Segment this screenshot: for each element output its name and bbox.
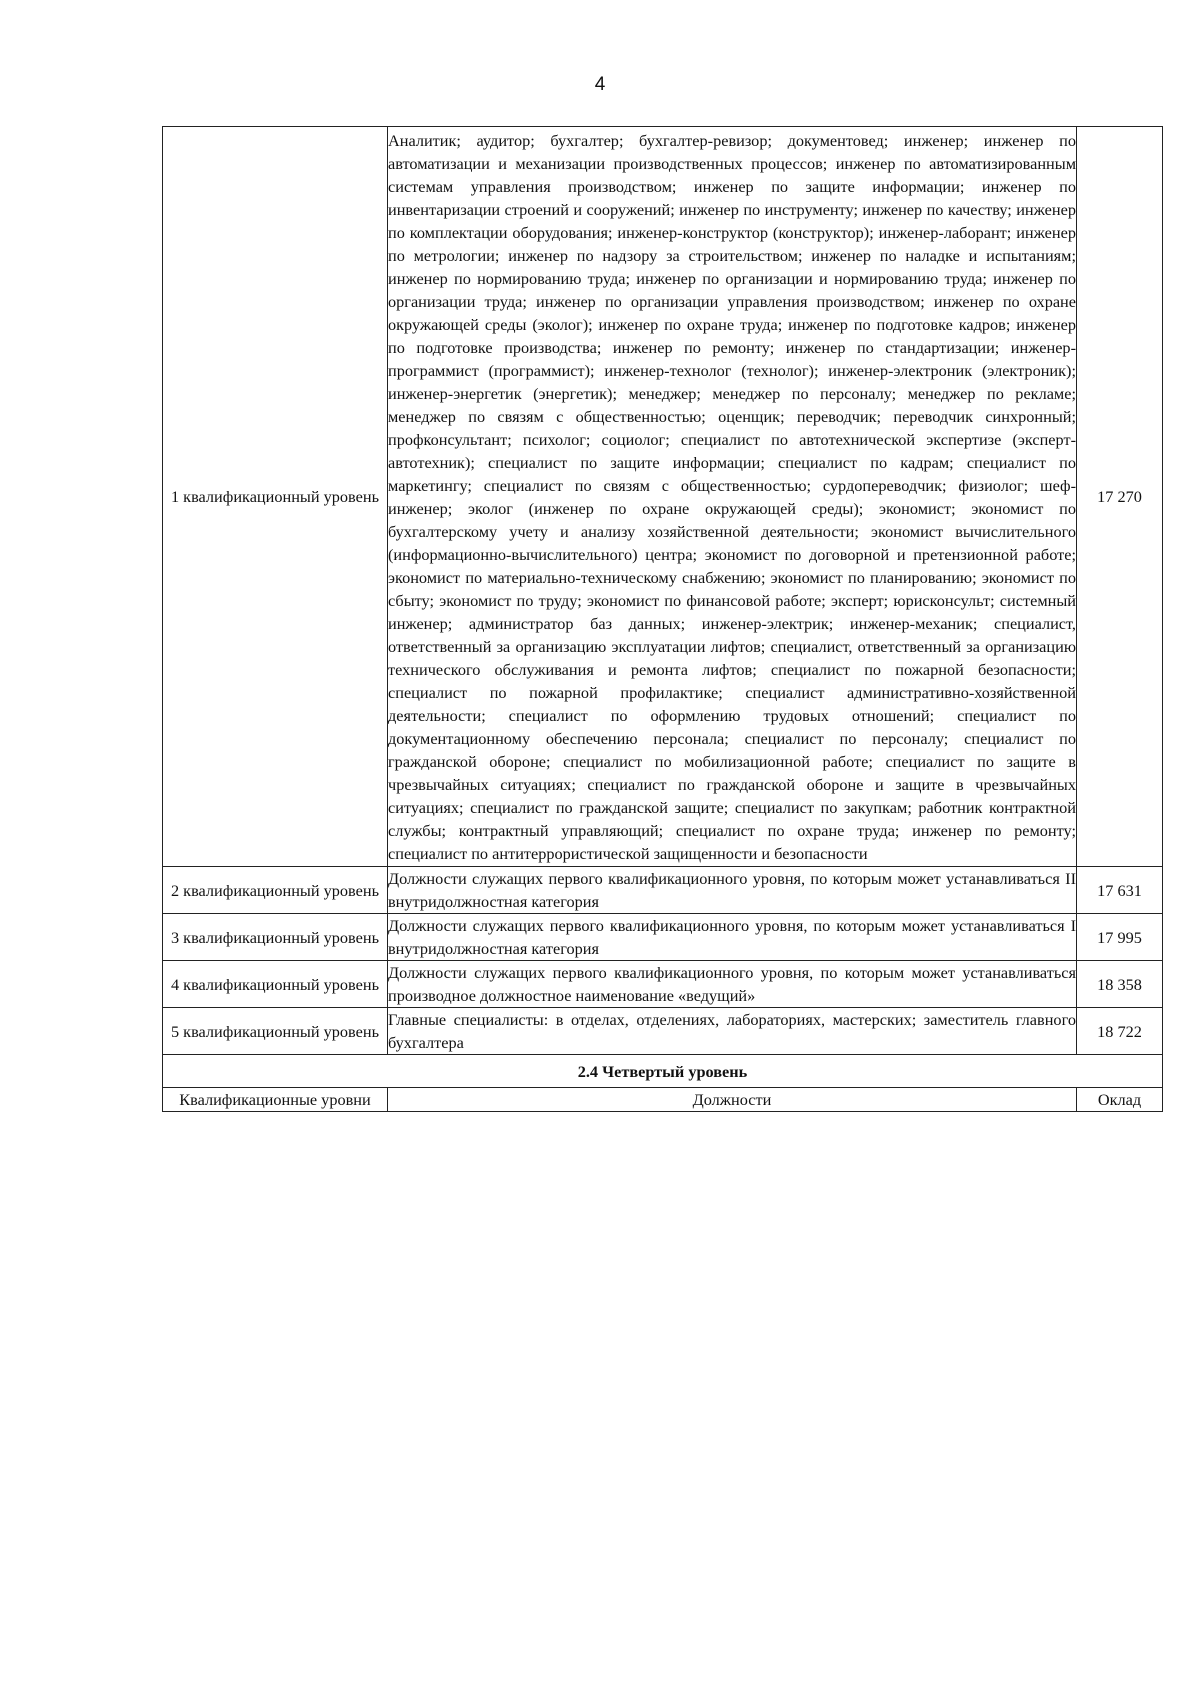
qualification-level: 1 квалификационный уровень <box>163 127 388 867</box>
positions-text: Аналитик; аудитор; бухгалтер; бухгалтер-ревизор; документовед; инженер; инженер по автоматизации и механизации производственных процессов; инженер по автоматизированным системам управления производством; инженер по защите информации; инженер по инвентаризации строений и сооружений; инженер по инструменту; инженер по качеству; инженер по комплектации оборудования; инженер-конструктор (конструктор); инженер-лаборант; инженер по метрологии; инженер по надзору за строительством; инженер по наладке и испытаниям; инженер по нормированию труда; инженер по организации и нормированию труда; инженер по организации труда; инженер по организации управления производством; инженер по охране окружающей среды (эколог); инженер по охране труда; инженер по подготовке кадров; инженер по подготовке производства; инженер по ремонту; инженер по стандартизации; инженер-программист (программист); инженер-технолог (технолог); инженер-электроник (электроник); инженер-энергетик (энергетик); менеджер; менеджер по персоналу; менеджер по рекламе; менеджер по связям с общественностью; оценщик; переводчик; переводчик синхронный; профконсультант; психолог; социолог; специалист по автотехнической экспертизе (эксперт-автотехник); специалист по защите информации; специалист по кадрам; специалист по маркетингу; специалист по связям с общественностью; сурдопереводчик; физиолог; шеф-инженер; эколог (инженер по охране окружающей среды); экономист; экономист по бухгалтерскому учету и анализу хозяйственной деятельности; экономист вычислительного (информационно-вычислительного) центра; экономист по договорной и претензионной работе; экономист по материально-техническому снабжению; экономист по планированию; экономист по сбыту; экономист по труду; экономист по финансовой работе; эксперт; юрисконсульт; системный инженер; администратор баз данных; инженер-электрик; инженер-механик; специалист, ответственный за организацию эксплуатации лифтов; специалист, ответственный за организацию технического обслуживания и ремонта лифтов; специалист по пожарной безопасности; специалист по пожарной профилактике; специалист административно-хозяйственной деятельности; специалист по оформлению трудовых отношений; специалист по документационному обеспечению персонала; специалист по персоналу; специалист по гражданской обороне; специалист по мобилизационной работе; специалист по защите в чрезвычайных ситуациях; специалист по гражданской обороне и защите в чрезвычайных ситуациях; специалист по гражданской защите; специалист по закупкам; работник контрактной службы; контрактный управляющий; специалист по охране труда; инженер по ремонту; специалист по антитеррористической защищенности и безопасности <box>388 127 1077 867</box>
salary-value: 17 270 <box>1077 127 1163 867</box>
qualification-level: 3 квалификационный уровень <box>163 914 388 961</box>
section-row <box>163 1055 1163 1088</box>
header-salary: Оклад <box>1077 1088 1163 1112</box>
header-levels: Квалификационные уровни <box>163 1088 388 1112</box>
header-row <box>163 1088 1163 1112</box>
positions-text: Должности служащих первого квалификационного уровня, по которым может устанавливаться II внутридолжностная категория <box>388 867 1077 914</box>
table-row <box>163 1008 1163 1055</box>
salary-value: 18 358 <box>1077 961 1163 1008</box>
table-row <box>163 914 1163 961</box>
section-title: 2.4 Четвертый уровень <box>163 1055 1163 1088</box>
table-row <box>163 867 1163 914</box>
positions-text: Должности служащих первого квалификационного уровня, по которым может устанавливаться I внутридолжностная категория <box>388 914 1077 961</box>
salary-value: 17 631 <box>1077 867 1163 914</box>
table-row <box>163 961 1163 1008</box>
salary-value: 18 722 <box>1077 1008 1163 1055</box>
positions-text: Должности служащих первого квалификационного уровня, по которым может устанавливаться производное должностное наименование «ведущий» <box>388 961 1077 1008</box>
salary-table <box>162 126 1163 1112</box>
positions-text: Главные специалисты: в отделах, отделениях, лабораториях, мастерских; заместитель главного бухгалтера <box>388 1008 1077 1055</box>
salary-value: 17 995 <box>1077 914 1163 961</box>
page-number: 4 <box>594 74 606 95</box>
table-row <box>163 127 1163 867</box>
qualification-level: 4 квалификационный уровень <box>163 961 388 1008</box>
qualification-level: 5 квалификационный уровень <box>163 1008 388 1055</box>
qualification-level: 2 квалификационный уровень <box>163 867 388 914</box>
header-positions: Должности <box>388 1088 1077 1112</box>
